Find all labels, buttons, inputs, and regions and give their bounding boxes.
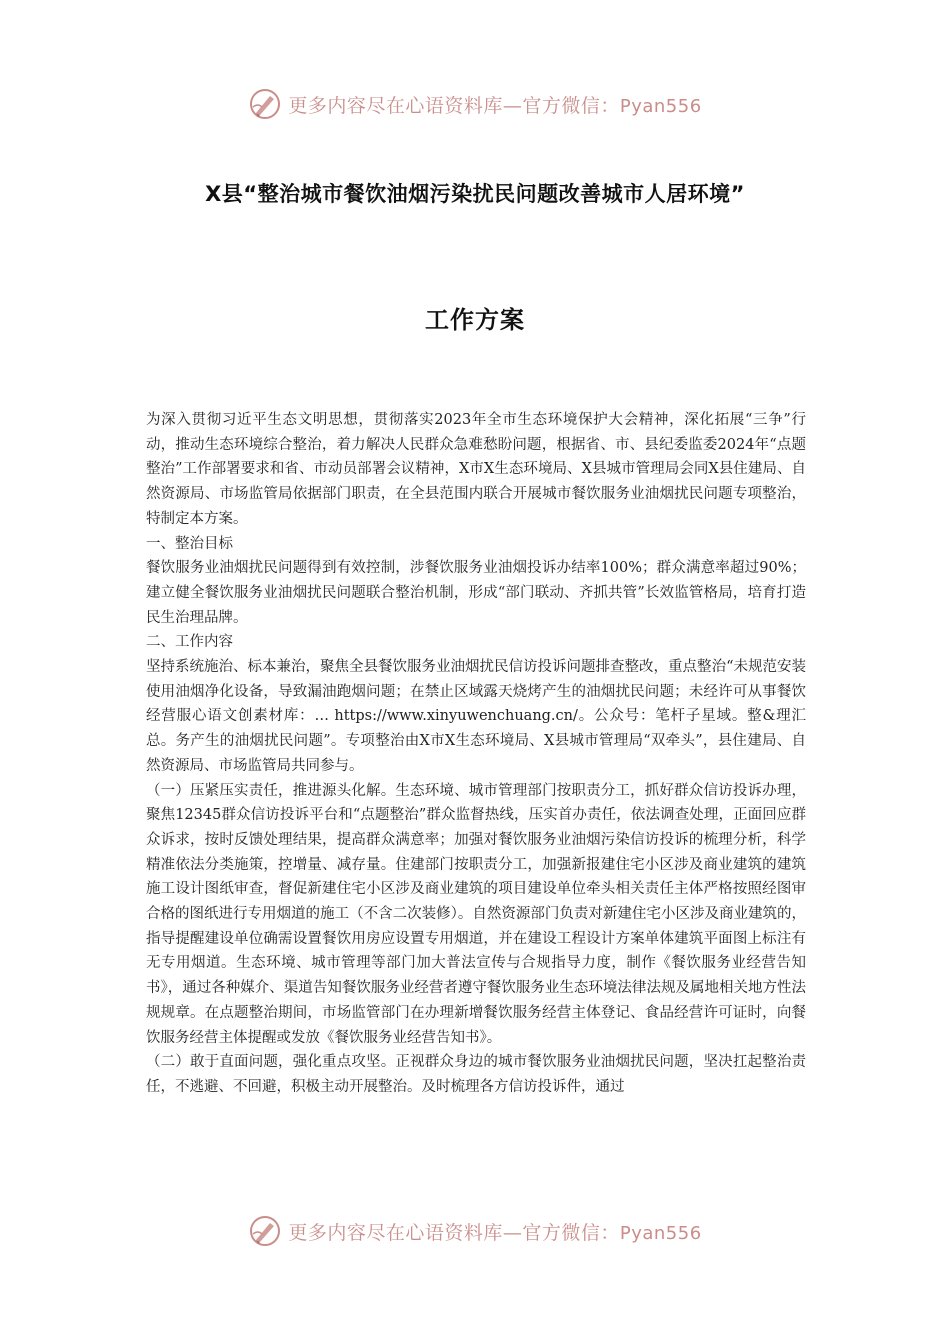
pen-logo-icon: [248, 87, 282, 121]
watermark-footer: [0, 1211, 950, 1251]
item-2-paragraph: （二）敢于直面问题，强化重点攻坚。正视群众身边的城市餐饮服务业油烟扰民问题，坚决扛起整治责任，不逃避、不回避，积极主动开展整治。及时梳理各方信访投诉件，通过: [146, 1054, 806, 1095]
document-body: [146, 408, 806, 1100]
pen-logo-icon: [248, 1214, 282, 1248]
document-title: X县“整治城市餐饮油烟污染扰民问题改善城市人居环境”: [205, 182, 745, 206]
content-paragraph: 坚持系统施治、标本兼治，聚焦全县餐饮服务业油烟扰民信访投诉问题排查整改，重点整治“未规范安装使用油烟净化设备，导致漏油跑烟问题；在禁止区域露天烧烤产生的油烟扰民问题；未经许可从事餐饮经营服心语文创素材库：… https://www.xinyuwenchuang.cn/。公众号：笔杆子星域。整&理汇总。务产生的油烟扰民问题”。专项整治由X市X生态环境局、X县城市管理局“双牵头”，县住建局、自然资源局、市场监管局共同参与。: [146, 659, 806, 774]
watermark-text: 更多内容尽在心语资料库—官方微信：Pyan556: [288, 94, 702, 117]
watermark-text: 更多内容尽在心语资料库—官方微信：Pyan556: [288, 1221, 702, 1244]
item-1-paragraph: （一）压紧压实责任，推进源头化解。生态环境、城市管理部门按职责分工，抓好群众信访投诉办理，聚焦12345群众信访投诉平台和“点题整治”群众监督热线，压实首办责任，依法调查处理，正面回应群众诉求，按时反馈处理结果，提高群众满意率；加强对餐饮服务业油烟污染信访投诉的梳理分析，科学精准依法分类施策，控增量、减存量。住建部门按职责分工，加强新报建住宅小区涉及商业建筑的建筑施工设计图纸审查，督促新建住宅小区涉及商业建筑的项目建设单位牵头相关责任主体严格按照经图审合格的图纸进行专用烟道的施工（不含二次装修）。自然资源部门负责对新建住宅小区涉及商业建筑的，指导提醒建设单位确需设置餐饮用房应设置专用烟道，并在建设工程设计方案单体建筑平面图上标注有无专用烟道。生态环境、城市管理等部门加大普法宣传与合规指导力度，制作《餐饮服务业经营告知书》，通过各种媒介、渠道告知餐饮服务业经营者遵守餐饮服务业生态环境法律法规及属地相关地方性法规规章。在点题整治期间，市场监管部门在办理新增餐饮服务经营主体登记、食品经营许可证时，向餐饮服务经营主体提醒或发放《餐饮服务业经营告知书》。: [146, 782, 806, 1046]
intro-paragraph: 为深入贯彻习近平生态文明思想，贯彻落实2023年全市生态环境保护大会精神，深化拓展“三争”行动，推动生态环境综合整治，着力解决人民群众急难愁盼问题，根据省、市、县纪委监委2024年“点题整治”工作部署要求和省、市动员部署会议精神，X市X生态环境局、X县城市管理局会同X县住建局、自然资源局、市场监管局依据部门职责，在全县范围内联合开展城市餐饮服务业油烟扰民问题专项整治，特制定本方案。: [146, 412, 806, 527]
section-heading-content: 二、工作内容: [146, 634, 233, 651]
document-subtitle: 工作方案: [425, 306, 525, 334]
watermark-header: [0, 84, 950, 124]
section-heading-goals: 一、整治目标: [146, 535, 233, 552]
goals-paragraph: 餐饮服务业油烟扰民问题得到有效控制，涉餐饮服务业油烟投诉办结率100%；群众满意率超过90%；建立健全餐饮服务业油烟扰民问题联合整治机制，形成“部门联动、齐抓共管”长效监管格局，培育打造民生治理品牌。: [146, 560, 806, 626]
